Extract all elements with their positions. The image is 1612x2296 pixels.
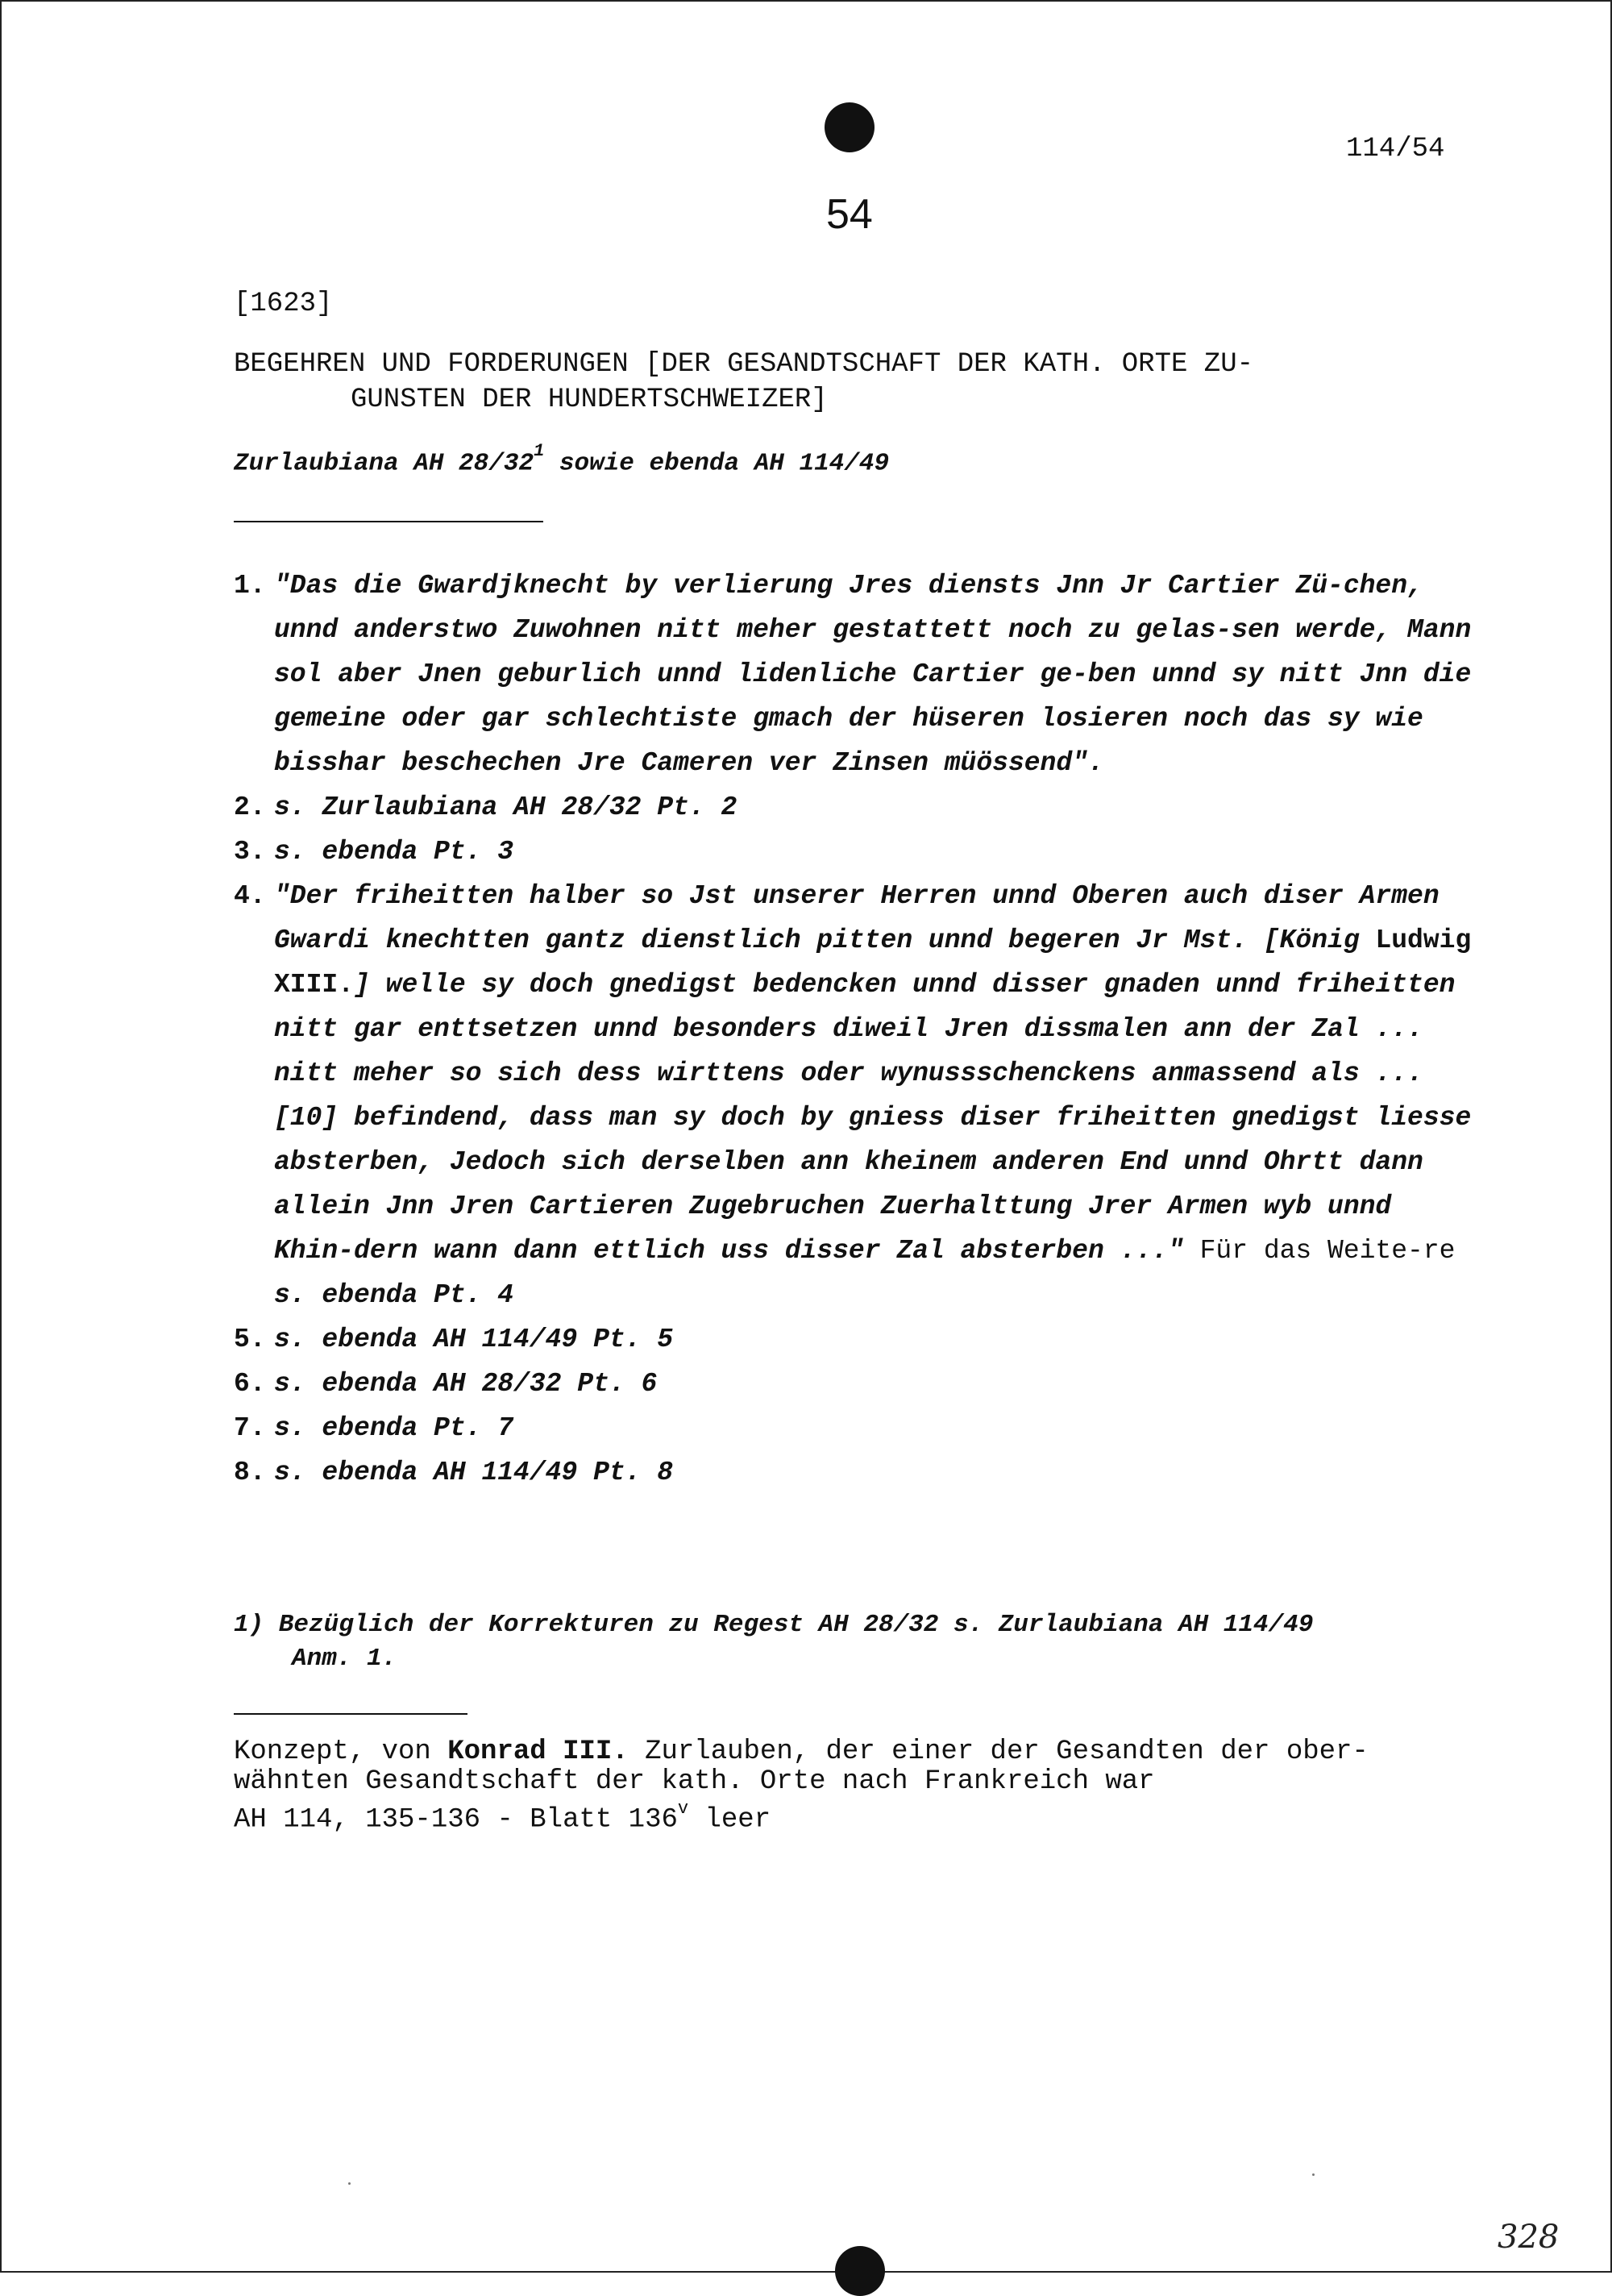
list-item [234,1317,1479,1362]
list-item [234,1362,1479,1406]
scan-speck [348,2182,351,2185]
source-reference [234,441,890,478]
item-text-part-4: s. ebenda Pt. 4 [274,1280,514,1310]
points-list [234,564,1479,1495]
source-text: Zurlaubiana AH 28/32 [234,449,534,478]
footnote-line-1: 1) Bezüglich der Korrekturen zu Regest AH 28/32 s. Zurlaubiana AH 114/49 [234,1611,1314,1639]
colophon-text: leer [688,1804,771,1836]
item-number: 2. [234,792,266,822]
archive-mark: 328 [1498,2219,1560,2256]
item-text: s. ebenda Pt. 3 [274,837,514,867]
footnote-line-2: Anm. 1. [292,1645,397,1673]
separator-rule-top [234,521,543,522]
list-item [234,874,1479,1317]
item-text: s. ebenda AH 114/49 Pt. 5 [274,1325,674,1354]
colophon-line-1 [234,1737,1491,1767]
document-title [234,347,1475,418]
item-number: 5. [234,1325,266,1354]
scan-speck [1312,2173,1315,2176]
colophon-line-2: wähnten Gesandtschaft der kath. Orte nach Frankreich war [234,1766,1155,1797]
punch-hole-top [825,102,875,152]
list-item [234,830,1479,874]
title-line-1: BEGEHREN UND FORDERUNGEN [DER GESANDTSCHAFT DER KATH. ORTE ZU- [234,349,1254,380]
item-text-part-3: Für das Weite-re [1183,1236,1456,1266]
colophon-line-3 [234,1797,1491,1835]
title-line-2: GUNSTEN DER HUNDERTSCHWEIZER] [351,385,828,415]
item-number: 1. [234,571,266,601]
colophon-text: Zurlauben, der einer der Gesandten der ober- [628,1737,1369,1767]
item-number: 7. [234,1413,266,1443]
item-number: 8. [234,1458,266,1487]
reference-code: 114/54 [1346,134,1445,164]
item-text: "Das die Gwardjknecht by verlierung Jres diensts Jnn Jr Cartier Zü-chen, unnd anderstwo Zuwohnen nitt meher gestattett noch zu gelas-sen werde, Mann sol aber Jnen geburlich unnd lidenliche Cartier ge-ben unnd sy nitt Jnn die gemeine oder gar schlechtiste gmach der hüseren losieren noch das sy wie bisshar beschechen Jre Cameren ver Zinsen müössend". [274,571,1472,778]
source-text-after: sowie ebenda AH 114/49 [544,449,890,478]
verso-marker: v [677,1799,689,1819]
footnote-marker: 1 [534,441,545,461]
item-text: s. ebenda AH 28/32 Pt. 6 [274,1369,658,1399]
document-date: [1623] [234,289,333,319]
item-text-part-1: "Der friheitten halber so Jst unserer Herren unnd Oberen auch diser Armen Gwardi knechtten gantz dienstlich pitten unnd begeren Jr Mst. [König [274,881,1440,955]
colophon-text: AH 114, 135-136 - Blatt 136 [234,1804,678,1836]
footnote [234,1608,1479,1676]
punch-hole-bottom [835,2246,885,2296]
item-text: s. ebenda AH 114/49 Pt. 8 [274,1458,674,1487]
king-name: Ludwig XIII. [274,925,1472,1000]
item-text: s. Zurlaubiana AH 28/32 Pt. 2 [274,792,737,822]
list-item [234,564,1479,785]
item-number: 6. [234,1369,266,1399]
separator-rule-bottom [234,1713,467,1715]
item-number: 3. [234,837,266,867]
item-text-part-2: ] welle sy doch gnedigst bedencken unnd disser gnaden unnd friheitten nitt gar enttsetzen unnd besonders diweil Jren dissmalen ann der Zal ... nitt meher so sich dess wirttens oder wynussschenckens anmassend als ... [10] befindend, dass man sy doch by gniess diser friheitten gnedigst liesse absterben, Jedoch sich derselben ann kheinem anderen End unnd Ohrtt dann allein Jnn Jren Cartieren Zugebruchen Zuerhalttung Jrer Armen wyb unnd Khin-dern wann dann ettlich uss disser Zal absterben ..." [274,970,1472,1266]
item-number: 4. [234,881,266,911]
colophon [234,1737,1491,1835]
page-number: 54 [826,191,873,238]
list-item [234,785,1479,830]
item-text: s. ebenda Pt. 7 [274,1413,514,1443]
colophon-text: Konzept, von [234,1737,448,1767]
list-item [234,1450,1479,1495]
author-name: Konrad III. [447,1737,629,1767]
list-item [234,1406,1479,1450]
